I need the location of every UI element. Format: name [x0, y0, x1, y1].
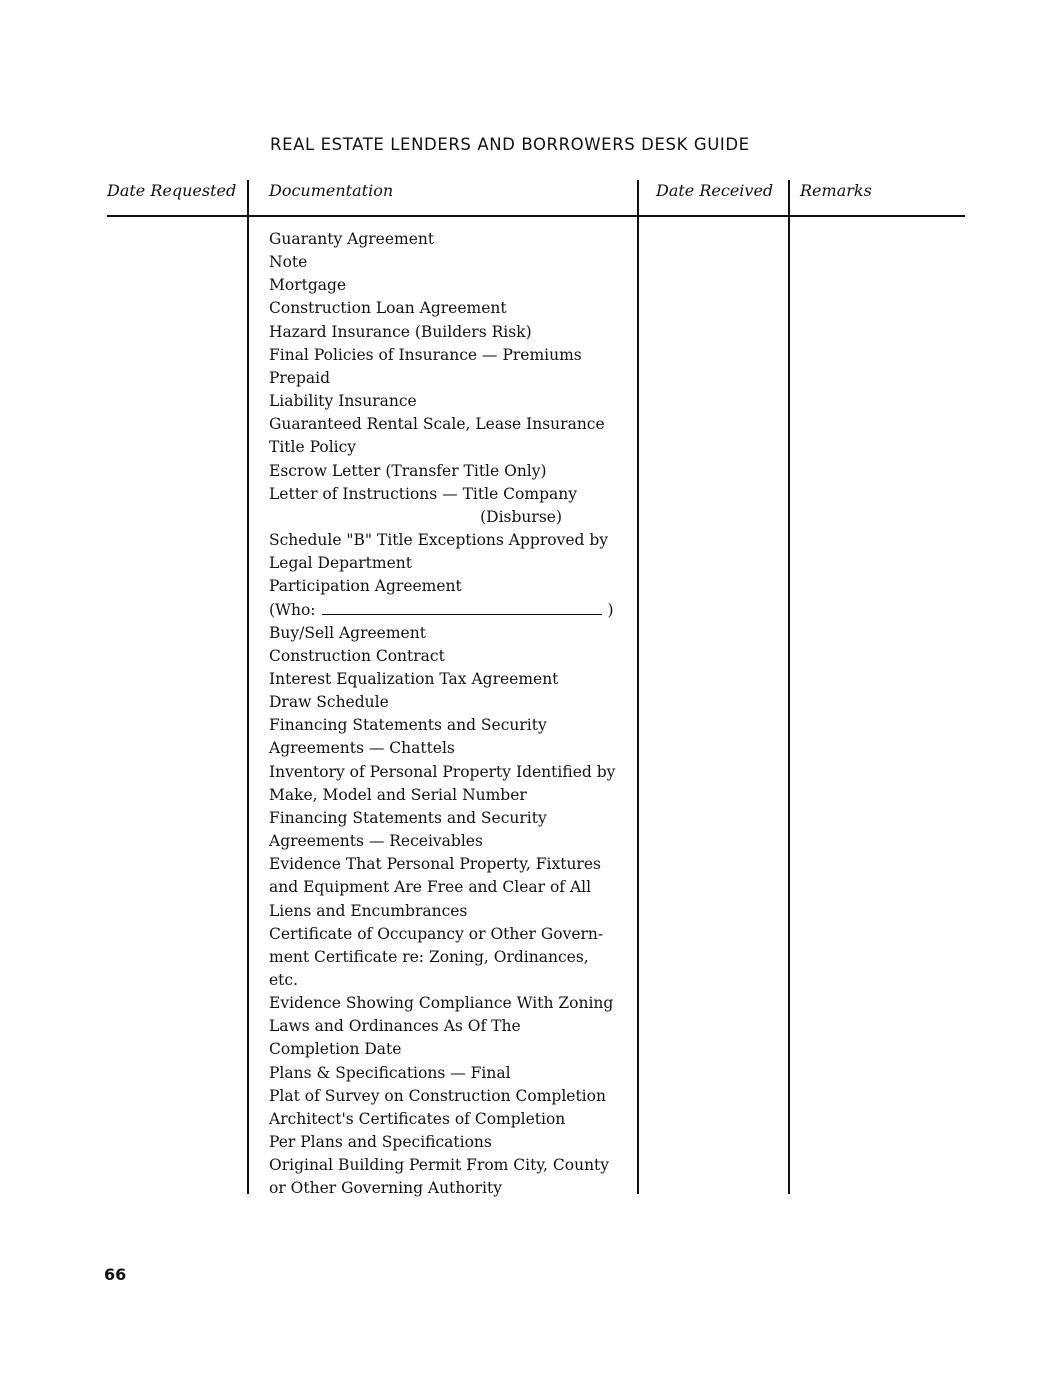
header-rule: [107, 215, 965, 217]
item-line: Liens and Encumbrances: [269, 901, 468, 920]
item-line: Legal Department: [269, 554, 412, 573]
item-line: Make, Model and Serial Number: [269, 785, 527, 804]
item-line: Letter of Instructions — Title Company: [269, 484, 577, 503]
column-header-documentation: Documentation: [269, 181, 394, 200]
item-line: Inventory of Personal Property Identified by: [269, 762, 616, 781]
list-item: [269, 807, 634, 853]
item-line: and Equipment Are Free and Clear of All: [269, 878, 592, 897]
list-item: Interest Equalization Tax Agreement: [269, 669, 559, 688]
item-line: Original Building Permit From City, County: [269, 1156, 610, 1175]
column-header-date-requested: Date Requested: [107, 181, 237, 200]
column-divider-1: [247, 180, 249, 1194]
item-line: (Who:: [269, 600, 316, 619]
list-item: [269, 761, 634, 807]
list-item: [269, 923, 634, 992]
list-item: [269, 1108, 634, 1154]
list-item: Plans & Specifications — Final: [269, 1063, 511, 1082]
list-item: Construction Loan Agreement: [269, 299, 507, 318]
item-line: Laws and Ordinances As Of The: [269, 1017, 521, 1036]
item-line: Completion Date: [269, 1040, 402, 1059]
list-item: Guaranteed Rental Scale, Lease Insurance: [269, 415, 605, 434]
column-divider-3: [788, 180, 790, 1194]
item-line: Final Policies of Insurance — Premiums: [269, 345, 582, 364]
column-header-remarks: Remarks: [800, 181, 872, 200]
item-line: (Disburse): [480, 507, 562, 526]
list-item: [269, 344, 634, 390]
column-divider-2: [637, 180, 639, 1194]
list-item: Participation Agreement: [269, 577, 462, 596]
list-item: Plat of Survey on Construction Completion: [269, 1086, 606, 1105]
item-line: Financing Statements and Security: [269, 808, 547, 827]
item-line: Certificate of Occupancy or Other Govern-: [269, 924, 604, 943]
item-line: Schedule "B" Title Exceptions Approved by: [269, 531, 609, 550]
list-item: Mortgage: [269, 276, 347, 295]
list-item: Draw Schedule: [269, 693, 389, 712]
item-line: Financing Statements and Security: [269, 716, 547, 735]
list-item: Guaranty Agreement: [269, 230, 435, 248]
list-item: Construction Contract: [269, 646, 445, 665]
item-line: ): [607, 600, 614, 619]
list-item: Buy/Sell Agreement: [269, 623, 426, 642]
item-line: Per Plans and Specifications: [269, 1133, 492, 1152]
list-item: Hazard Insurance (Builders Risk): [269, 322, 532, 341]
list-item: Escrow Letter (Transfer Title Only): [269, 461, 547, 480]
item-line: Evidence That Personal Property, Fixtures: [269, 855, 601, 874]
item-line: Agreements — Receivables: [269, 832, 483, 851]
list-item: [269, 992, 634, 1061]
column-header-date-received: Date Received: [656, 181, 774, 200]
list-item: [269, 853, 634, 922]
documentation-list: [269, 228, 634, 1201]
list-item: [269, 1154, 634, 1200]
item-line: Architect's Certificates of Completion: [269, 1109, 566, 1128]
list-item: Title Policy: [269, 438, 357, 457]
item-line: etc.: [269, 971, 299, 989]
item-line: Evidence Showing Compliance With Zoning: [269, 994, 614, 1013]
list-item: [269, 529, 634, 575]
list-item: [269, 599, 634, 622]
item-line: or Other Governing Authority: [269, 1179, 502, 1198]
blank-line: [322, 604, 602, 615]
item-line: Agreements — Chattels: [269, 739, 455, 758]
item-line: ment Certificate re: Zoning, Ordinances,: [269, 947, 589, 966]
list-item: Note: [269, 253, 308, 272]
page-title: REAL ESTATE LENDERS AND BORROWERS DESK GUIDE: [270, 135, 750, 154]
item-line: Prepaid: [269, 368, 331, 387]
list-item: Liability Insurance: [269, 392, 417, 411]
page-number: 66: [104, 1265, 127, 1284]
list-item: [269, 483, 634, 529]
list-item: [269, 714, 634, 760]
